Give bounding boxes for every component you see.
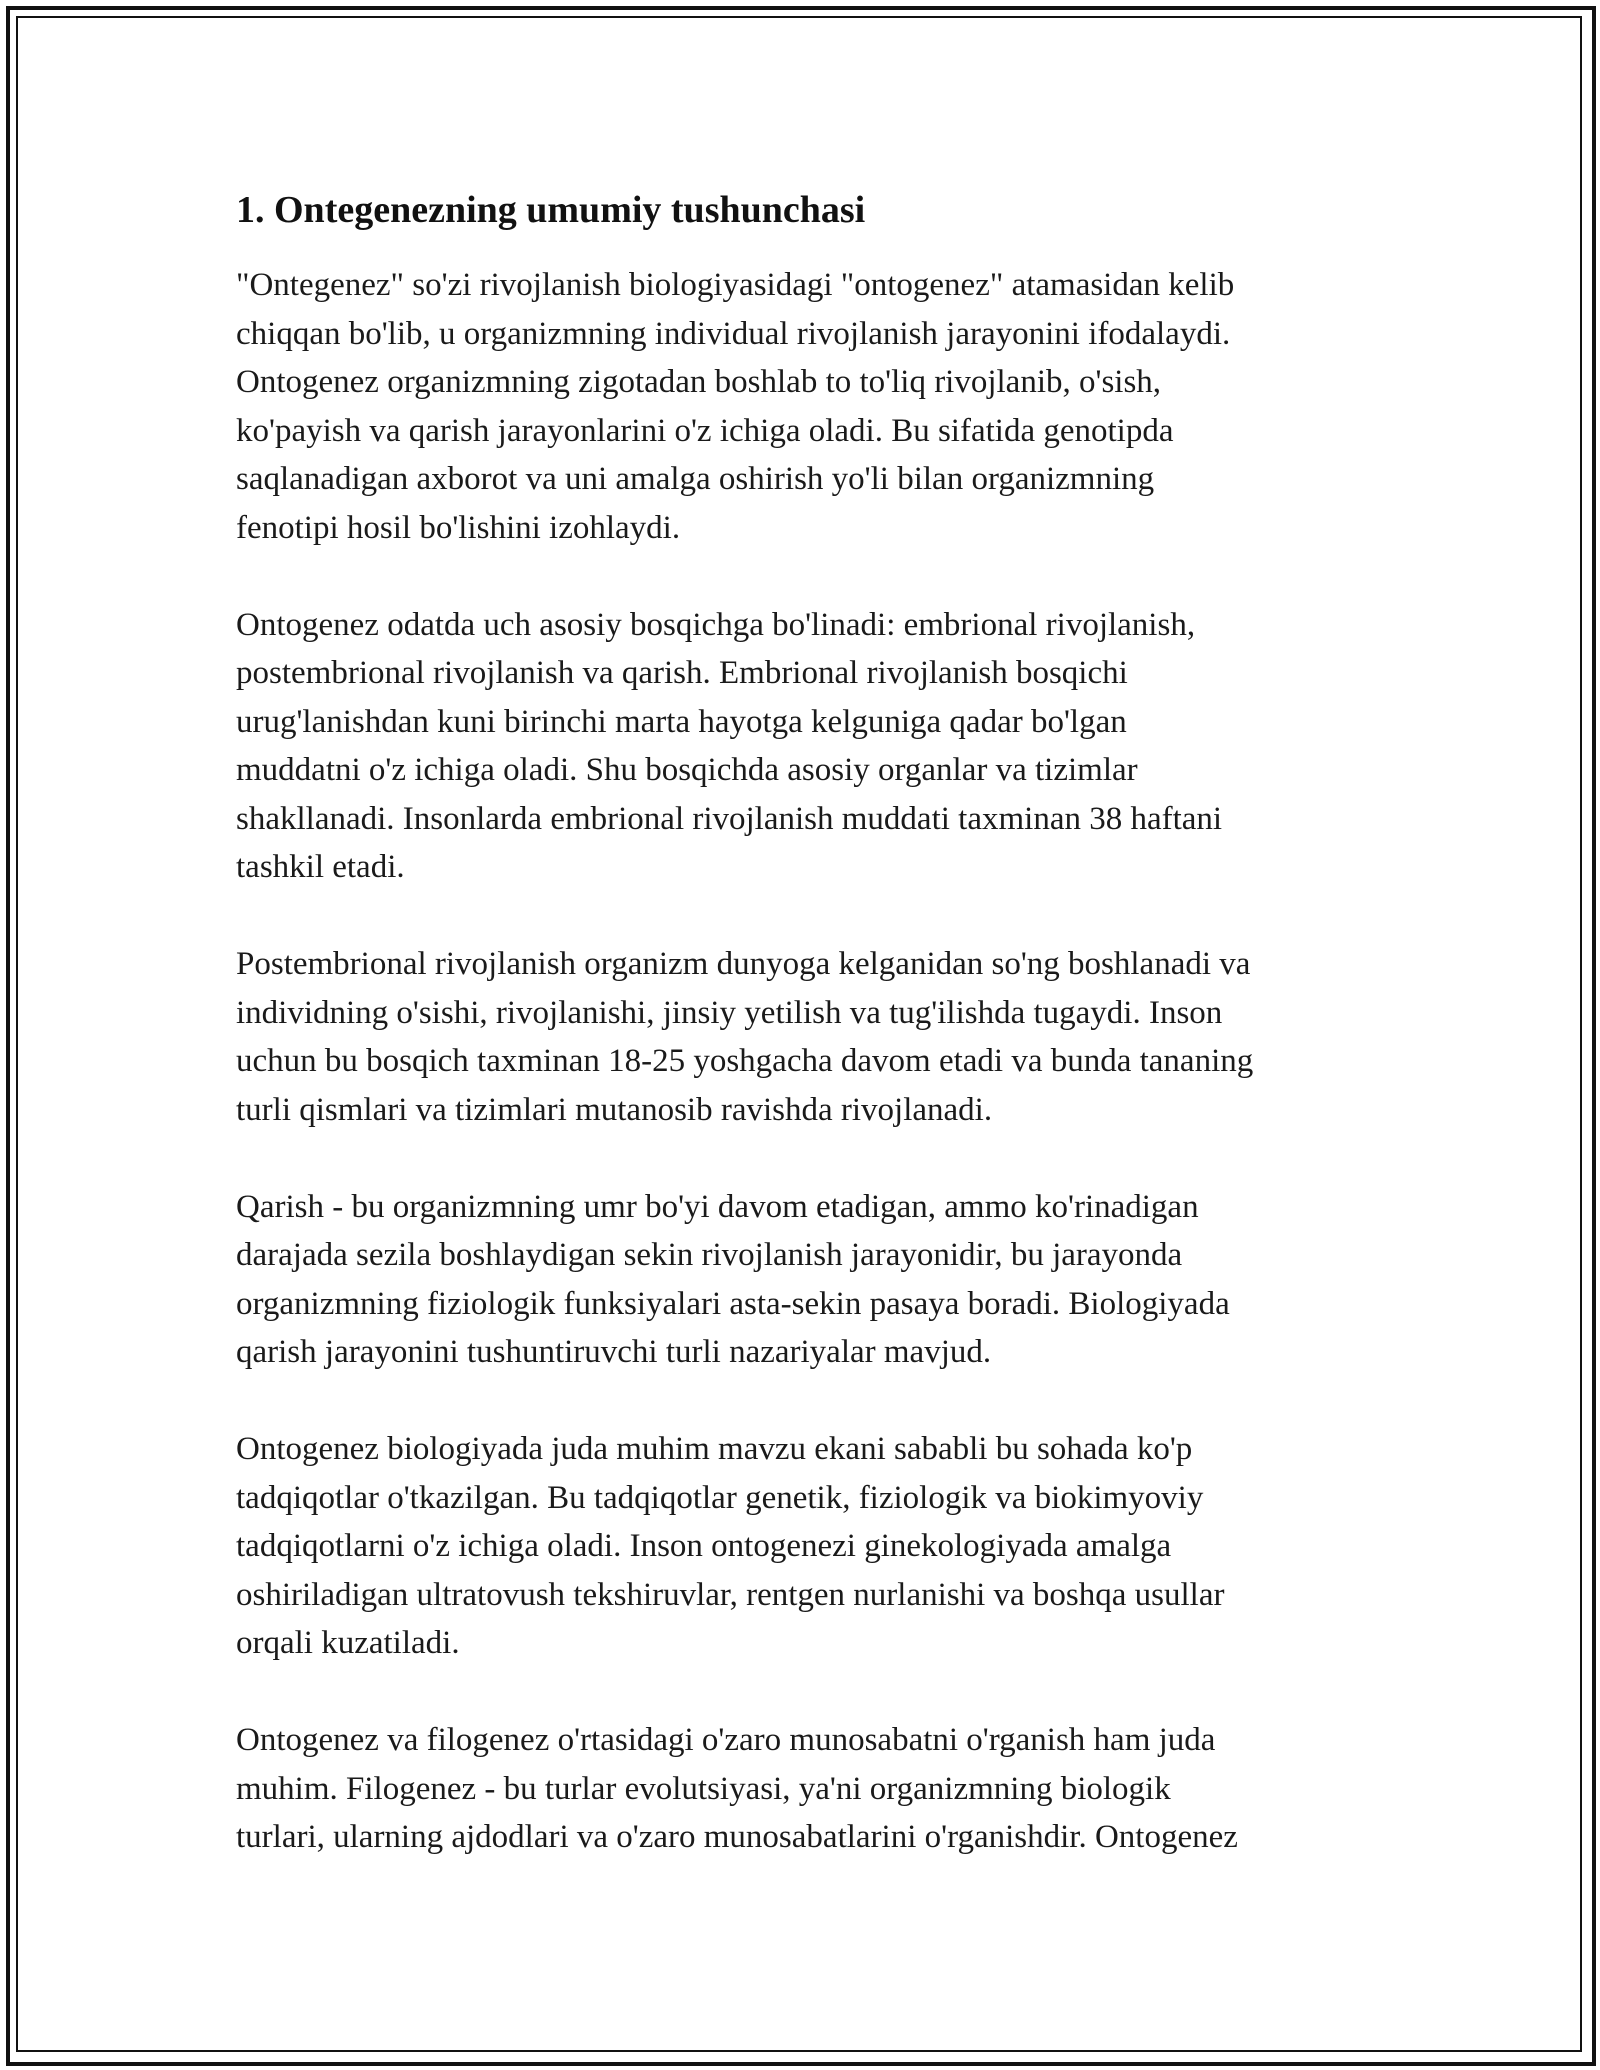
paragraph-ontogenesis-definition bbox=[236, 261, 1376, 552]
text-line: tashkil etadi. bbox=[236, 849, 405, 886]
text-line: Ontogenez organizmning zigotadan boshlab to to'liq rivojlanib, o'sish, bbox=[236, 364, 1162, 401]
text-line: individning o'sishi, rivojlanishi, jinsiy yetilish va tug'ilishda tugaydi. Inson bbox=[236, 994, 1223, 1031]
text-line: Ontogenez biologiyada juda muhim mavzu ekani sababli bu sohada ko'p bbox=[236, 1431, 1193, 1468]
text-line: shakllanadi. Insonlarda embrional rivojlanish muddati taxminan 38 haftani bbox=[236, 800, 1223, 837]
text-line: chiqqan bo'lib, u organizmning individual rivojlanish jarayonini ifodalaydi. bbox=[236, 315, 1231, 352]
text-line: muhim. Filogenez - bu turlar evolutsiyasi, ya'ni organizmning biologik bbox=[236, 1770, 1171, 1807]
paragraph-research bbox=[236, 1425, 1376, 1668]
text-line: postembrional rivojlanish va qarish. Embrional rivojlanish bosqichi bbox=[236, 655, 1128, 692]
text-line: Postembrional rivojlanish organizm dunyoga kelganidan so'ng boshlanadi va bbox=[236, 946, 1251, 983]
text-line: tadqiqotlarni o'z ichiga oladi. Inson ontogenezi ginekologiyada amalga bbox=[236, 1528, 1172, 1565]
text-line: orqali kuzatiladi. bbox=[236, 1625, 460, 1662]
paragraph-postembryonic bbox=[236, 940, 1376, 1134]
text-line: turlari, ularning ajdodlari va o'zaro munosabatlarini o'rganishdir. Ontogenez bbox=[236, 1819, 1238, 1856]
text-line: muddatni o'z ichiga oladi. Shu bosqichda asosiy organlar va tizimlar bbox=[236, 752, 1138, 789]
paragraph-stages bbox=[236, 601, 1376, 892]
text-line: darajada sezila boshlaydigan sekin rivojlanish jarayonidir, bu jarayonda bbox=[236, 1237, 1183, 1274]
text-line: Ontogenez va filogenez o'rtasidagi o'zaro munosabatni o'rganish ham juda bbox=[236, 1722, 1216, 1759]
paragraph-phylogenesis bbox=[236, 1716, 1376, 1862]
text-line: ko'payish va qarish jarayonlarini o'z ichiga oladi. Bu sifatida genotipda bbox=[236, 412, 1174, 449]
paragraph-aging bbox=[236, 1183, 1376, 1377]
text-line: Ontogenez odatda uch asosiy bosqichga bo'linadi: embrional rivojlanish, bbox=[236, 606, 1196, 643]
document-body bbox=[236, 186, 1376, 1910]
text-line: "Ontegenez" so'zi rivojlanish biologiyasidagi "ontogenez" atamasidan kelib bbox=[236, 267, 1235, 304]
text-line: tadqiqotlar o'tkazilgan. Bu tadqiqotlar genetik, fiziologik va biokimyoviy bbox=[236, 1479, 1204, 1516]
section-heading: 1. Ontegenezning umumiy tushunchasi bbox=[236, 189, 866, 231]
text-line: urug'lanishdan kuni birinchi marta hayotga kelguniga qadar bo'lgan bbox=[236, 703, 1127, 740]
text-line: saqlanadigan axborot va uni amalga oshirish yo'li bilan organizmning bbox=[236, 461, 1155, 498]
text-line: oshiriladigan ultratovush tekshiruvlar, rentgen nurlanishi va boshqa usullar bbox=[236, 1576, 1225, 1613]
text-line: organizmning fiziologik funksiyalari asta-sekin pasaya boradi. Biologiyada bbox=[236, 1285, 1230, 1322]
text-line: turli qismlari va tizimlari mutanosib ravishda rivojlanadi. bbox=[236, 1091, 993, 1128]
text-line: qarish jarayonini tushuntiruvchi turli nazariyalar mavjud. bbox=[236, 1334, 992, 1371]
text-line: Qarish - bu organizmning umr bo'yi davom etadigan, ammo ko'rinadigan bbox=[236, 1188, 1199, 1225]
text-line: uchun bu bosqich taxminan 18-25 yoshgacha davom etadi va bunda tananing bbox=[236, 1043, 1254, 1080]
text-line: fenotipi hosil bo'lishini izohlaydi. bbox=[236, 509, 681, 546]
